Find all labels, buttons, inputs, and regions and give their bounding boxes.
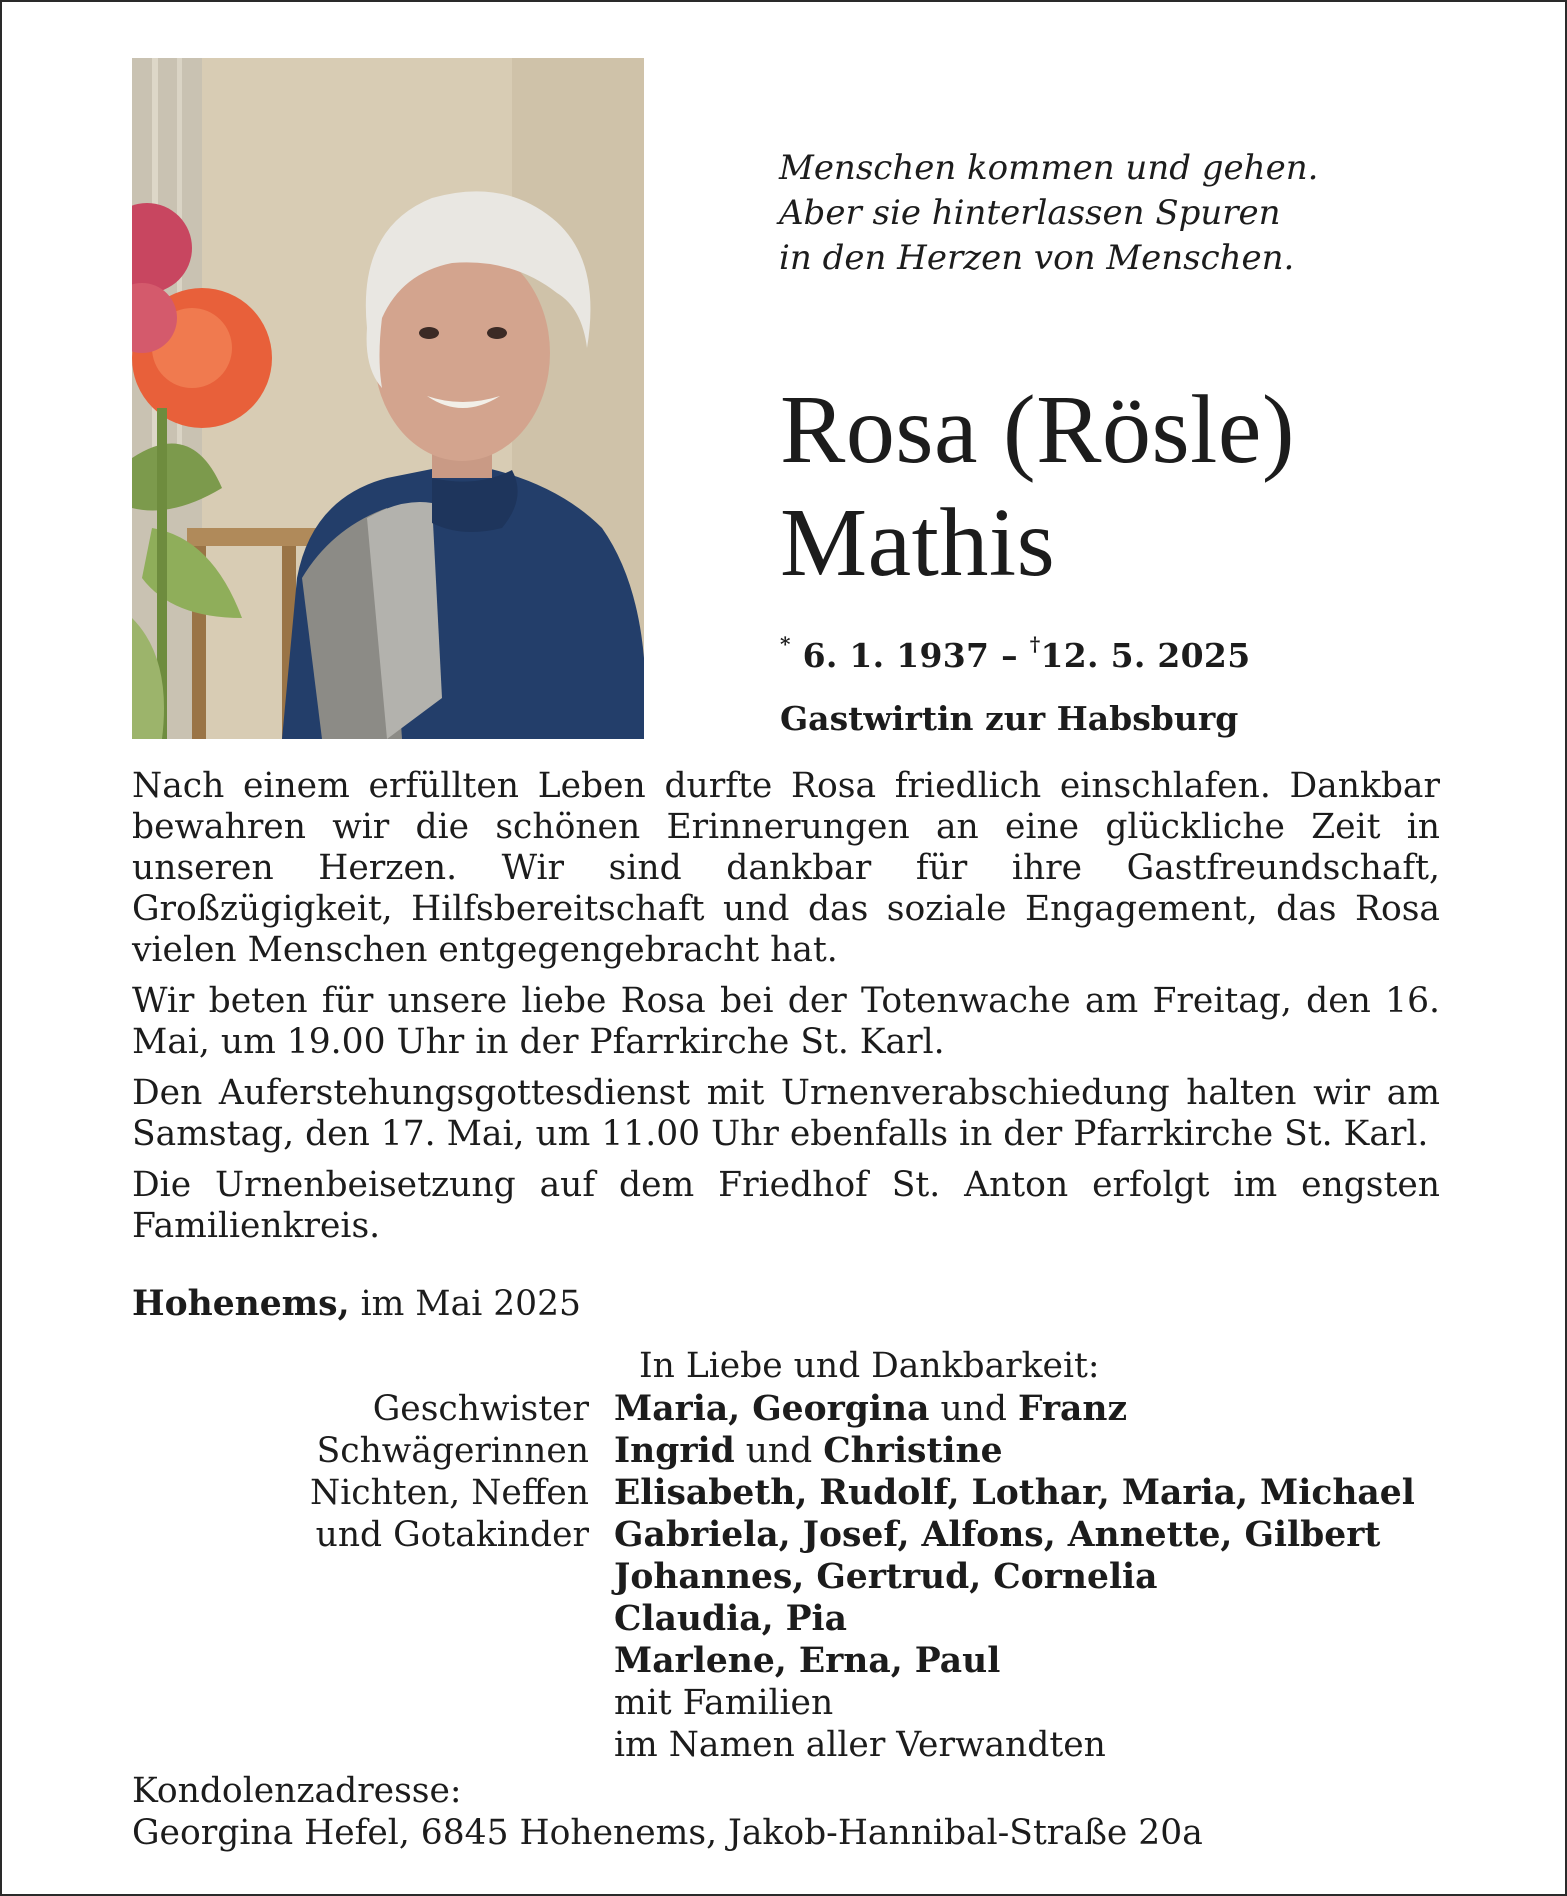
relation-label: und Gotakinder (315, 1515, 589, 1555)
relation-label (132, 1598, 614, 1640)
life-dates (780, 632, 1251, 675)
mourner-name: Ingrid (614, 1431, 735, 1471)
mourner-name: Marlene, Erna, Paul (614, 1641, 1001, 1681)
name-line-1: Rosa (Rösle) (780, 376, 1295, 484)
quote-line: in den Herzen von Menschen. (779, 238, 1295, 278)
mourner-name: Elisabeth, Rudolf, Lothar, Maria, Michael (614, 1473, 1415, 1513)
profession: Gastwirtin zur Habsburg (780, 699, 1239, 738)
quote-line: Menschen kommen und gehen. (779, 148, 1319, 188)
place-city: Hohenems, (132, 1284, 350, 1324)
mourner-names (614, 1556, 1158, 1598)
birth-date: 6. 1. 1937 (802, 636, 990, 675)
date-separator: – (1001, 636, 1018, 675)
condolence-address-text: Georgina Hefel, 6845 Hohenems, Jakob-Hannibal-Straße 20a (132, 1813, 1203, 1853)
mourner-names (614, 1388, 1127, 1430)
mourner-row (132, 1388, 1452, 1430)
condolence-label: Kondolenzadresse: (132, 1771, 462, 1811)
place-and-date (132, 1284, 581, 1324)
mourner-row (132, 1556, 1452, 1598)
place-date: im Mai 2025 (349, 1284, 582, 1324)
mourner-names (614, 1514, 1380, 1556)
mourner-name: Maria, Georgina (614, 1389, 930, 1429)
mourner-names (614, 1472, 1415, 1514)
memorial-quote (779, 146, 1479, 281)
quote-line: Aber sie hinterlassen Spuren (779, 193, 1281, 233)
portrait-image-icon (132, 58, 644, 739)
name-line-2: Mathis (780, 489, 1056, 597)
paragraph: Den Auferstehungsgottesdienst mit Urnenverabschiedung halten wir am Samstag, den 17. Mai, um 11.00 Uhr ebenfalls in der Pfarrkirche St. Karl. (132, 1073, 1440, 1154)
relation-label (132, 1640, 614, 1682)
mourner-name: Franz (1017, 1389, 1128, 1429)
relation-label (132, 1556, 614, 1598)
connector-text: und (734, 1431, 824, 1471)
mourner-names (614, 1598, 847, 1640)
paragraph: Wir beten für unsere liebe Rosa bei der Totenwache am Freitag, den 16. Mai, um 19.00 Uhr in der Pfarrkirche St. Karl. (132, 981, 1440, 1062)
obituary-text (132, 766, 1440, 1257)
portrait-photo (132, 58, 644, 739)
mourners-list (132, 1388, 1452, 1766)
condolence-address (132, 1770, 1203, 1854)
death-symbol: † (1029, 632, 1041, 656)
mourner-row (132, 1724, 1452, 1766)
mourner-name: Claudia, Pia (614, 1599, 848, 1639)
deceased-name (780, 374, 1295, 600)
mourner-names (614, 1682, 833, 1724)
mourner-names (614, 1640, 1000, 1682)
relation-label: Nichten, Neffen (310, 1473, 589, 1513)
mourner-name: Christine (823, 1431, 1003, 1471)
relation-label (132, 1724, 614, 1766)
signoff: In Liebe und Dankbarkeit: (639, 1346, 1100, 1386)
mourner-row (132, 1514, 1452, 1556)
mourner-names (614, 1724, 1106, 1766)
paragraph: Die Urnenbeisetzung auf dem Friedhof St. Anton erfolgt im engsten Familienkreis. (132, 1165, 1440, 1246)
death-date: 12. 5. 2025 (1040, 636, 1251, 675)
mourner-row (132, 1640, 1452, 1682)
mourner-row (132, 1682, 1452, 1724)
relation-label: Schwägerinnen (316, 1431, 589, 1471)
mourner-names (614, 1430, 1003, 1472)
mourner-name: Gabriela, Josef, Alfons, Annette, Gilbert (614, 1515, 1381, 1555)
mourner-row (132, 1598, 1452, 1640)
connector-text: im Namen aller Verwandten (614, 1725, 1106, 1765)
mourner-name: Johannes, Gertrud, Cornelia (614, 1557, 1158, 1597)
relation-label (132, 1682, 614, 1724)
paragraph: Nach einem erfüllten Leben durfte Rosa friedlich einschlafen. Dankbar bewahren wir die schönen Erinnerungen an eine glückliche Zeit in unseren Herzen. Wir sind dankbar für ihre Gastfreundschaft, Großzügigkeit, Hilfsbereitschaft und das soziale Engagement, das Rosa vielen Menschen entgegengebracht hat. (132, 766, 1440, 970)
connector-text: und (929, 1389, 1018, 1429)
mourner-row (132, 1430, 1452, 1472)
mourner-row (132, 1472, 1452, 1514)
relation-label: Geschwister (372, 1389, 589, 1429)
connector-text: mit Familien (614, 1683, 834, 1723)
birth-symbol: * (780, 632, 791, 656)
